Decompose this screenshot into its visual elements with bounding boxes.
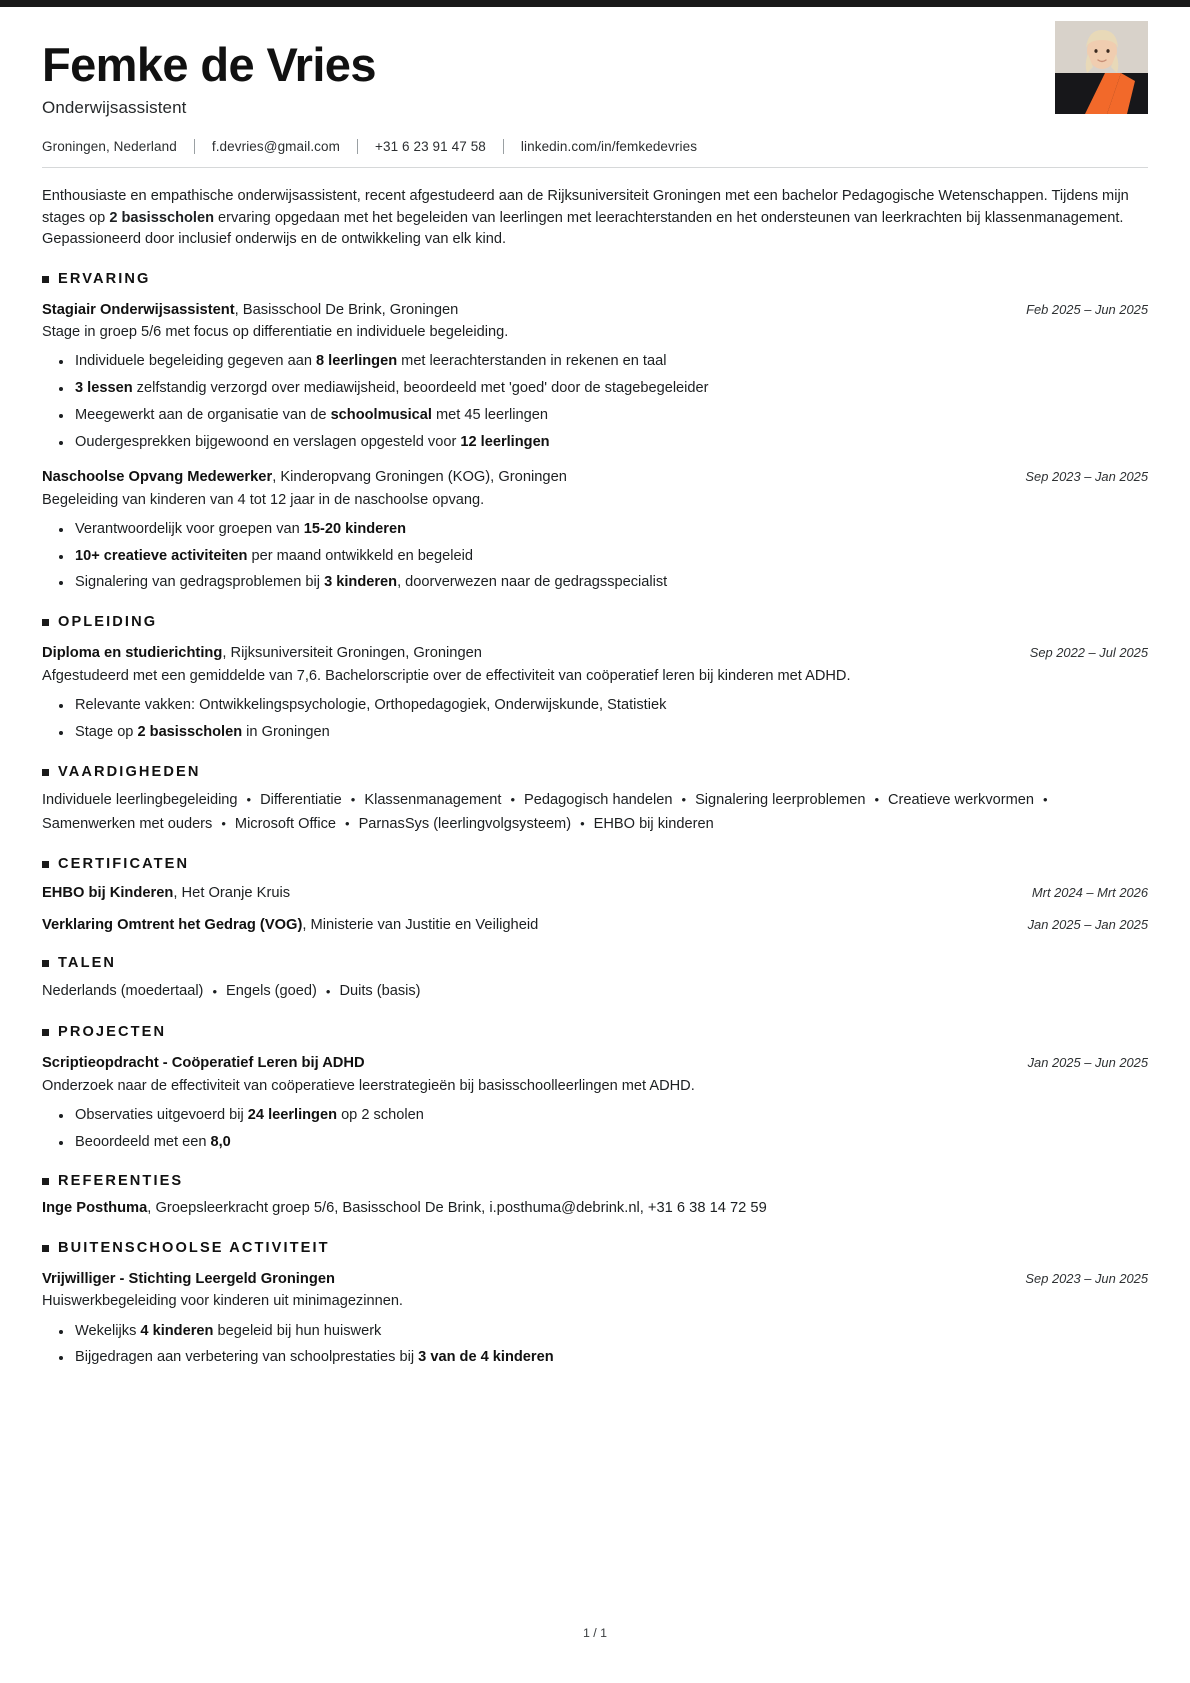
skill-item: Creatieve werkvormen — [888, 791, 1035, 808]
entry-institution: , Rijksuniversiteit Groningen, Groningen — [222, 645, 482, 662]
candidate-headline: Onderwijsassistent — [42, 98, 187, 118]
skill-item: Pedagogisch handelen — [524, 791, 673, 808]
entry-description: Huiswerkbegeleiding voor kinderen uit minimagezinnen. — [42, 1293, 403, 1310]
section-title-ervaring: ERVARING — [58, 270, 151, 287]
certificate-date-range: Mrt 2024 – Mrt 2026 — [1031, 885, 1148, 901]
list-item — [74, 1132, 1148, 1154]
bullet-text-post: zelfstandig verzorgd over mediawijsheid, beoordeeld met 'goed' door de stagebegeleider — [132, 380, 709, 397]
header-divider — [42, 167, 1148, 168]
entry-degree: Diploma en studierichting — [42, 645, 223, 662]
entry-title — [42, 467, 1007, 488]
page-top-accent-bar — [0, 0, 1190, 7]
project-entry — [42, 1053, 1148, 1154]
skill-item: Differentiatie — [260, 791, 342, 808]
bullet-text-post: met 45 leerlingen — [431, 407, 548, 424]
profile-photo-illustration — [1055, 21, 1148, 114]
languages-list — [42, 980, 1148, 1004]
bullet-text-post: in Groningen — [242, 723, 330, 740]
certificate-name: EHBO bij Kinderen — [42, 885, 174, 902]
certificate-issuer: , Het Oranje Kruis — [173, 885, 291, 902]
list-item — [74, 695, 1148, 717]
bullet-highlight: 4 kinderen — [140, 1322, 214, 1339]
entry-bullet-list — [42, 695, 1148, 744]
bullet-highlight: 2 basisscholen — [137, 723, 243, 740]
bullet-text-pre: Individuele begeleiding gegeven aan — [75, 353, 316, 370]
activity-entry — [42, 1269, 1148, 1370]
certificate-row — [42, 915, 1148, 936]
bullet-text-post: , doorverwezen naar de gedragsspecialist — [397, 574, 668, 591]
bullet-text-pre: Verantwoordelijk voor groepen van — [75, 520, 304, 537]
separator-dot-icon: • — [212, 983, 217, 999]
bullet-text-pre: Bijgedragen aan verbetering van schoolprestaties bij — [75, 1349, 419, 1366]
professional-summary — [42, 186, 1148, 250]
skills-list — [42, 789, 1148, 836]
candidate-name: Femke de Vries — [42, 38, 376, 91]
certificate-date-range: Jan 2025 – Jan 2025 — [1027, 916, 1148, 932]
resume-content — [42, 7, 1148, 1683]
section-header — [42, 1024, 1148, 1040]
separator-dot-icon: • — [1043, 792, 1048, 808]
reference-details: , Groepsleerkracht groep 5/6, Basisschool De Brink, i.posthuma@debrink.nl, +31 6 38 14 72 59 — [147, 1200, 767, 1217]
entry-header-row — [42, 643, 1148, 664]
entry-bullet-list — [42, 351, 1148, 454]
section-buitenschoolse-activiteit — [42, 1240, 1148, 1370]
section-header — [42, 955, 1148, 971]
list-item — [74, 1105, 1148, 1127]
activity-name: Vrijwilliger - Stichting Leergeld Groningen — [42, 1270, 335, 1287]
entry-title — [42, 1053, 1010, 1074]
list-item — [74, 546, 1148, 568]
entry-date-range: Sep 2023 – Jun 2025 — [1025, 1270, 1148, 1286]
entry-date-range: Feb 2025 – Jun 2025 — [1026, 301, 1148, 317]
section-opleiding — [42, 614, 1148, 744]
skill-item: Individuele leerlingbegeleiding — [42, 791, 238, 808]
entry-organization: , Basisschool De Brink, Groningen — [234, 301, 459, 318]
entry-bullet-list — [42, 1321, 1148, 1370]
contact-divider — [503, 139, 504, 154]
section-marker-icon — [42, 861, 49, 868]
section-title-talen: TALEN — [58, 955, 117, 972]
section-header — [42, 856, 1148, 872]
section-certificaten — [42, 856, 1148, 935]
entry-organization: , Kinderopvang Groningen (KOG), Groningen — [272, 468, 567, 485]
certificate-row — [42, 883, 1148, 904]
reference-name: Inge Posthuma — [42, 1200, 148, 1217]
contact-email[interactable]: f.devries@gmail.com — [211, 139, 340, 155]
list-item — [74, 405, 1148, 427]
bullet-text-pre: Stage op — [75, 723, 138, 740]
section-header — [42, 271, 1148, 287]
project-name: Scriptieopdracht - Coöperatief Leren bij ADHD — [42, 1054, 365, 1071]
separator-dot-icon: • — [350, 792, 356, 808]
section-header — [42, 614, 1148, 630]
bullet-text-pre: Meegewerkt aan de organisatie van de — [75, 407, 331, 424]
list-item — [74, 351, 1148, 373]
page-footer — [0, 1626, 1190, 1640]
list-item — [74, 378, 1148, 400]
separator-dot-icon: • — [325, 983, 331, 999]
section-header — [42, 1240, 1148, 1256]
section-title-projecten: PROJECTEN — [58, 1023, 167, 1040]
entry-date-range: Sep 2022 – Jul 2025 — [1029, 645, 1148, 661]
summary-part-2: ervaring opgedaan met het begeleiden van leerlingen met leerachterstanden en het ondersteunen van leerkrachten bij klassenmanagement. Gepassioneerd door inclusief onderwijs en de ontwikkeling van elk kind. — [42, 209, 1124, 248]
entry-date-range: Sep 2023 – Jan 2025 — [1025, 468, 1148, 484]
bullet-text-pre: Wekelijks — [75, 1322, 141, 1339]
entry-header-row — [42, 467, 1148, 488]
list-item — [74, 1321, 1148, 1343]
certificate-title — [42, 915, 538, 936]
skill-item: Samenwerken met ouders — [42, 815, 213, 832]
bullet-highlight: 3 lessen — [75, 380, 133, 397]
bullet-text-pre: Observaties uitgevoerd bij — [75, 1106, 248, 1123]
contact-linkedin[interactable]: linkedin.com/in/femkedevries — [520, 139, 698, 155]
bullet-text-post: met leerachterstanden in rekenen en taal — [397, 353, 667, 370]
bullet-text-pre: Beoordeeld met een — [75, 1133, 211, 1150]
language-item: Duits (basis) — [339, 983, 421, 1000]
separator-dot-icon: • — [580, 816, 585, 832]
page-number: 1 / 1 — [582, 1626, 608, 1640]
bullet-text-post: begeleid bij hun huiswerk — [213, 1322, 382, 1339]
contact-divider — [357, 139, 358, 154]
entry-header-row — [42, 1053, 1148, 1074]
entry-role: Naschoolse Opvang Medewerker — [42, 468, 273, 485]
section-vaardigheden — [42, 764, 1148, 836]
separator-dot-icon: • — [510, 792, 516, 808]
skill-item: Signalering leerproblemen — [695, 791, 866, 808]
certificate-name: Verklaring Omtrent het Gedrag (VOG) — [42, 916, 303, 933]
resume-header — [42, 7, 1148, 168]
summary-highlight: 2 basisscholen — [109, 209, 214, 226]
skill-item: EHBO bij kinderen — [593, 815, 714, 832]
entry-header-row — [42, 1269, 1148, 1290]
section-projecten — [42, 1024, 1148, 1154]
reference-entry — [42, 1198, 1148, 1219]
section-title-vaardigheden: VAARDIGHEDEN — [58, 763, 201, 780]
bullet-highlight: 15-20 kinderen — [303, 520, 406, 537]
section-ervaring — [42, 271, 1148, 595]
bullet-highlight: 8,0 — [210, 1133, 231, 1150]
section-marker-icon — [42, 1178, 49, 1185]
bullet-text-pre: Relevante vakken: Ontwikkelingspsychologie, Orthopedagogiek, Onderwijskunde, Statistiek — [75, 697, 667, 714]
entry-description: Afgestudeerd met een gemiddelde van 7,6. Bachelorscriptie over de effectiviteit van coöperatief leren bij kinderen met ADHD. — [42, 667, 851, 684]
section-referenties — [42, 1173, 1148, 1219]
bullet-text-post: per maand ontwikkeld en begeleid — [247, 547, 473, 564]
contact-bar — [42, 139, 1148, 154]
profile-photo — [1055, 21, 1148, 114]
summary-part-1: Enthousiaste en empathische onderwijsassistent, recent afgestudeerd aan de Rijksuniversiteit Groningen met een bachelor Pedagogische Wetenschappen. Tijdens mijn stages op — [42, 188, 1129, 226]
section-header — [42, 764, 1148, 780]
entry-title — [42, 643, 1012, 664]
skill-item: ParnasSys (leerlingvolgsysteem) — [358, 815, 572, 832]
section-marker-icon — [42, 960, 49, 967]
list-item — [74, 572, 1148, 594]
section-marker-icon — [42, 1245, 49, 1252]
entry-bullet-list — [42, 519, 1148, 595]
skill-item: Microsoft Office — [234, 815, 337, 832]
skill-item: Klassenmanagement — [364, 791, 502, 808]
section-title-certificaten: CERTIFICATEN — [58, 856, 190, 873]
bullet-highlight: 3 van de 4 kinderen — [418, 1349, 554, 1366]
bullet-highlight: 24 leerlingen — [247, 1106, 338, 1123]
entry-title — [42, 1269, 1007, 1290]
experience-entry — [42, 300, 1148, 454]
separator-dot-icon: • — [221, 816, 226, 832]
bullet-text-pre: Signalering van gedragsproblemen bij — [75, 574, 325, 591]
entry-description: Begeleiding van kinderen van 4 tot 12 jaar in de naschoolse opvang. — [42, 491, 485, 508]
section-marker-icon — [42, 276, 49, 283]
list-item — [74, 432, 1148, 454]
separator-dot-icon: • — [345, 816, 350, 832]
separator-dot-icon: • — [874, 792, 880, 808]
section-marker-icon — [42, 769, 49, 776]
entry-role: Stagiair Onderwijsassistent — [42, 301, 235, 318]
bullet-highlight: schoolmusical — [330, 407, 432, 424]
contact-phone[interactable]: +31 6 23 91 47 58 — [374, 139, 486, 155]
certificate-title — [42, 883, 290, 904]
section-talen — [42, 955, 1148, 1004]
language-item: Nederlands (moedertaal) — [42, 983, 204, 1000]
bullet-highlight: 8 leerlingen — [316, 353, 398, 370]
bullet-highlight: 10+ creatieve activiteiten — [75, 547, 248, 564]
separator-dot-icon: • — [246, 792, 252, 808]
bullet-highlight: 3 kinderen — [324, 574, 398, 591]
entry-description: Onderzoek naar de effectiviteit van coöperatieve leerstrategieën bij basisschoolleerlingen met ADHD. — [42, 1077, 695, 1094]
contact-divider — [194, 139, 195, 154]
entry-description: Stage in groep 5/6 met focus op differentiatie en individuele begeleiding. — [42, 324, 509, 341]
section-title-referenties: REFERENTIES — [58, 1173, 184, 1190]
bullet-text-pre: Oudergesprekken bijgewoond en verslagen opgesteld voor — [75, 434, 461, 451]
education-entry — [42, 643, 1148, 744]
section-title-opleiding: OPLEIDING — [58, 614, 158, 631]
section-marker-icon — [42, 1029, 49, 1036]
entry-header-row — [42, 300, 1148, 321]
entry-bullet-list — [42, 1105, 1148, 1154]
experience-entry — [42, 467, 1148, 594]
section-marker-icon — [42, 619, 49, 626]
section-title-buitenschools: BUITENSCHOOLSE ACTIVITEIT — [58, 1239, 330, 1256]
certificate-issuer: , Ministerie van Justitie en Veiligheid — [302, 916, 539, 933]
section-header — [42, 1173, 1148, 1189]
list-item — [74, 1347, 1148, 1369]
contact-location: Groningen, Nederland — [42, 139, 177, 155]
list-item — [74, 722, 1148, 744]
separator-dot-icon: • — [681, 792, 687, 808]
entry-date-range: Jan 2025 – Jun 2025 — [1027, 1054, 1148, 1070]
bullet-highlight: 12 leerlingen — [460, 434, 550, 451]
language-item: Engels (goed) — [226, 983, 317, 1000]
list-item — [74, 519, 1148, 541]
entry-title — [42, 300, 1008, 321]
bullet-text-post: op 2 scholen — [337, 1106, 424, 1123]
